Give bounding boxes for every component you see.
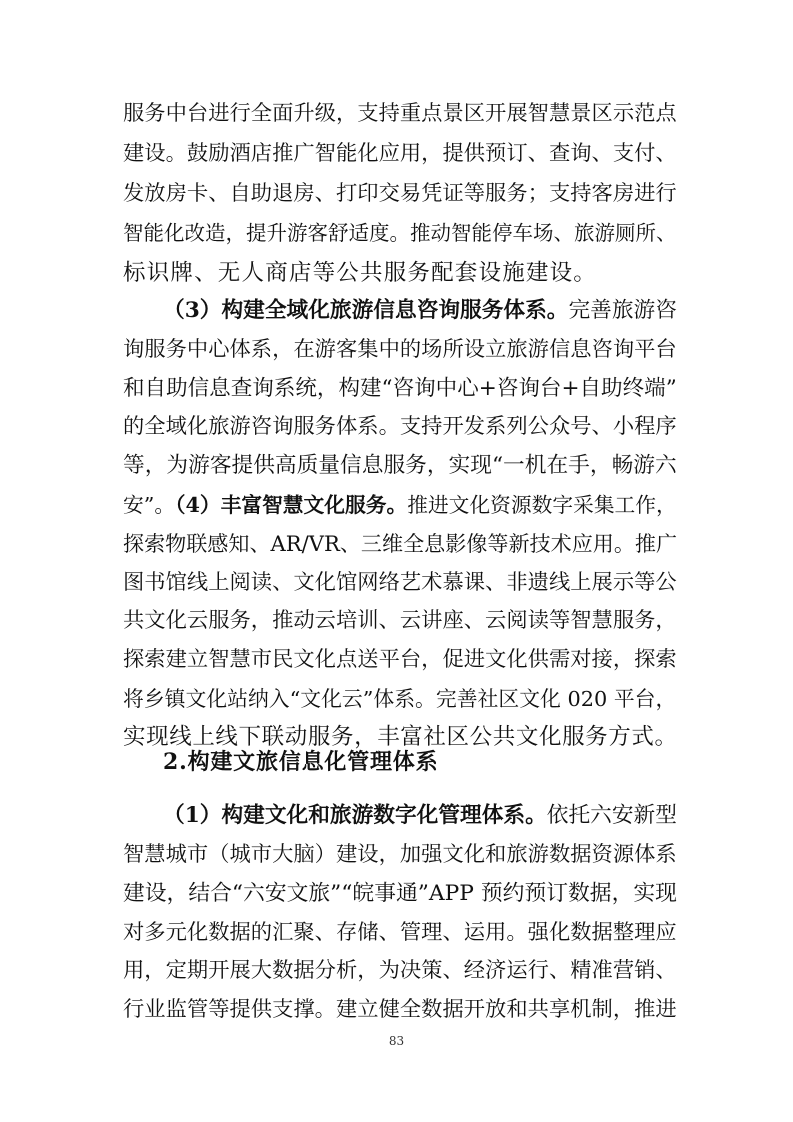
paragraph-line	[123, 213, 677, 253]
paragraph-line	[123, 913, 677, 953]
paragraph-line	[123, 679, 677, 719]
paragraph-line	[123, 601, 677, 641]
line-text: 等，为游客提供高质量信息服务，实现“一机在手，畅游六	[123, 453, 677, 478]
line-text: 图书馆线上阅读、文化馆网络艺术慕课、非遗线上展示等公	[123, 570, 677, 595]
line-text: 建设。鼓励酒店推广智能化应用，提供预订、查询、支付、	[123, 141, 677, 166]
paragraph-line	[123, 174, 677, 214]
page-number: 83	[388, 1034, 405, 1048]
line-text: 智能化改造，提升游客舒适度。推动智能停车场、旅游厕所、	[123, 221, 677, 245]
paragraph-line	[123, 951, 677, 991]
paragraph-line	[123, 563, 677, 603]
paragraph-line	[123, 369, 677, 409]
paragraph-line	[123, 446, 677, 486]
line-text: 共文化云服务，推动云培训、云讲座、云阅读等智慧服务，	[123, 608, 677, 633]
subsection-title: （3）构建全域化旅游信息咨询服务体系。	[163, 298, 569, 323]
subsection-title: （1）构建文化和旅游数字化管理体系。	[163, 803, 547, 828]
paragraph-line	[123, 94, 677, 134]
paragraph-line	[123, 990, 677, 1030]
paragraph-line	[123, 874, 677, 914]
line-text: 将乡镇文化站纳入“文化云”体系。完善社区文化 020 平台，	[123, 687, 677, 711]
line-text: 用，定期开展大数据分析，为决策、经济运行、精准营销、	[123, 958, 677, 983]
line-text: 询服务中心体系，在游客集中的场所设立旅游信息咨询平台	[123, 337, 677, 362]
line-text: 的全域化旅游咨询服务体系。支持开发系列公众号、小程序	[123, 414, 677, 439]
line-text: 智慧城市（城市大脑）建设，加强文化和旅游数据资源体系	[123, 842, 677, 867]
line-text: 服务中台进行全面升级，支持重点景区开展智慧景区示范点	[123, 101, 677, 126]
paragraph-line	[123, 640, 677, 680]
line-text: 探索建立智慧市民文化点送平台，促进文化供需对接，探索	[123, 647, 677, 672]
line-text: 完善旅游咨	[568, 298, 677, 323]
line-text: 标识牌、无人商店等公共服务配套设施建设。	[123, 260, 598, 286]
line-text: 推进文化资源数字采集工作，	[407, 493, 677, 517]
line-text: 发放房卡、自助退房、打印交易凭证等服务；支持客房进行	[123, 181, 677, 206]
line-text: 和自助信息查询系统，构建“咨询中心+咨询台+自助终端”	[123, 376, 677, 401]
paragraph-line	[123, 485, 677, 525]
line-text: 依托六安新型	[546, 803, 677, 828]
line-text: 安”。	[123, 493, 176, 517]
paragraph-line	[123, 407, 677, 447]
paragraph-line	[123, 134, 677, 174]
line-text: 行业监管等提供支撑。建立健全数据开放和共享机制，推进	[123, 997, 677, 1022]
line-text: 探索物联感知、AR/VR、三维全息影像等新技术应用。推广	[123, 531, 678, 556]
section-heading: 2.构建文旅信息化管理体系	[163, 749, 439, 775]
paragraph-line	[123, 835, 677, 875]
subsection-title: （4）丰富智慧文化服务。	[175, 493, 408, 517]
paragraph-line	[123, 524, 677, 564]
paragraph-line	[163, 796, 677, 836]
line-text: 对多元化数据的汇聚、存储、管理、运用。强化数据整理应	[123, 920, 677, 945]
paragraph-line	[123, 330, 677, 370]
line-text: 建设，结合“六安文旅”“皖事通”APP 预约预订数据，实现	[123, 881, 677, 906]
line-text: 实现线上线下联动服务，丰富社区公共文化服务方式。	[123, 724, 678, 750]
paragraph-line	[163, 291, 677, 331]
paragraph-line	[123, 253, 677, 293]
